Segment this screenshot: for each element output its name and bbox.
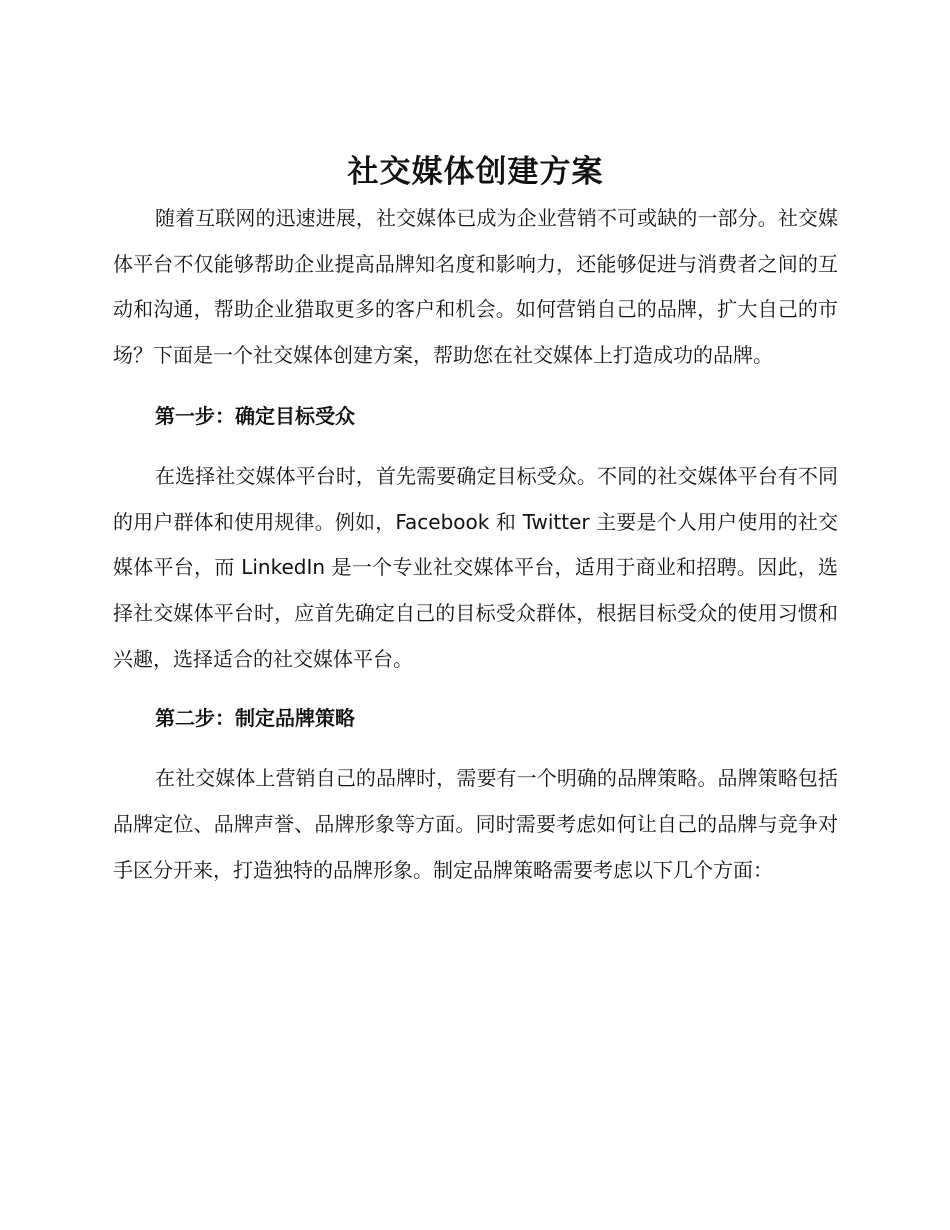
document-page [113, 148, 838, 893]
section-heading-step2: 第二步：制定品牌策略 [155, 706, 355, 731]
intro-paragraph: 随着互联网的迅速进展，社交媒体已成为企业营销不可或缺的一部分。社交媒体平台不仅能够帮助企业提高品牌知名度和影响力，还能够促进与消费者之间的互动和沟通，帮助企业猎取更多的客户和机会。如何营销自己的品牌，扩大自己的市场？下面是一个社交媒体创建方案，帮助您在社交媒体上打造成功的品牌。 [113, 206, 838, 368]
title-block [113, 148, 838, 196]
section-heading-step1: 第一步：确定目标受众 [155, 403, 355, 428]
document-title: 社交媒体创建方案 [347, 154, 604, 190]
section-body-step2: 在社交媒体上营销自己的品牌时，需要有一个明确的品牌策略。品牌策略包括品牌定位、品牌声誉、品牌形象等方面。同时需要考虑如何让自己的品牌与竞争对手区分开来，打造独特的品牌形象。制定品牌策略需要考虑以下几个方面： [113, 766, 838, 882]
section-body-step1: 在选择社交媒体平台时，首先需要确定目标受众。不同的社交媒体平台有不同的用户群体和使用规律。例如，Facebook 和 Twitter 主要是个人用户使用的社交媒体平台，而 LinkedIn 是一个专业社交媒体平台，适用于商业和招聘。因此，选择社交媒体平台时，应首先确定自己的目标受众群体，根据目标受众的使用习惯和兴趣，选择适合的社交媒体平台。 [113, 463, 838, 671]
